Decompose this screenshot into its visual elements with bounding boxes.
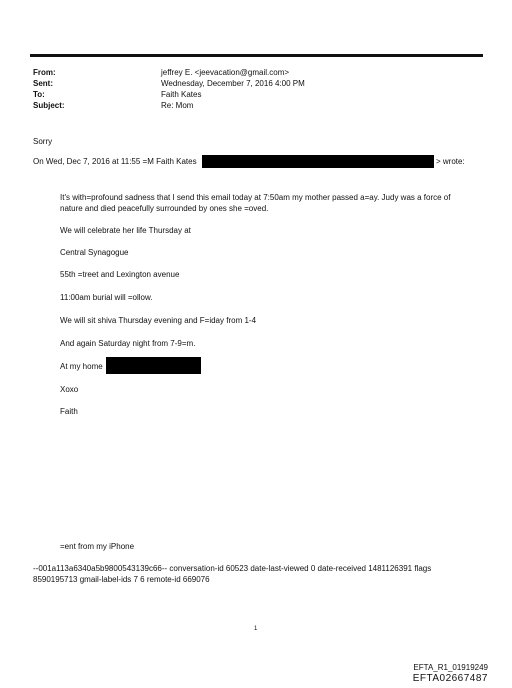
message-line: We will celebrate her life Thursday at	[60, 226, 191, 235]
message-line: It's with=profound sadness that I send this email today at 7:50am my mother passed a=ay. Judy was a force of	[60, 193, 451, 202]
message-line: 55th =treet and Lexington avenue	[60, 270, 180, 279]
to-value: Faith Kates	[161, 90, 202, 99]
message-line: Xoxo	[60, 385, 79, 394]
from-value: jeffrey E. <jeevacation@gmail.com>	[161, 68, 290, 77]
redaction-bar	[106, 357, 201, 374]
header-rule	[30, 54, 483, 57]
message-line: nature and died peacefully surrounded by ones she =oved.	[60, 204, 269, 213]
message-line: We will sit shiva Thursday evening and F=iday from 1-4	[60, 316, 257, 325]
from-label: From:	[33, 68, 56, 77]
message-line: 11:00am burial will =ollow.	[60, 293, 153, 302]
metadata-line: --001a113a6340a5b9800543139c66-- conversation-id 60523 date-last-viewed 0 date-received 1481126391 flags	[33, 564, 432, 573]
quote-intro-start: On Wed, Dec 7, 2016 at 11:55 =M Faith Kates	[33, 157, 197, 166]
page-number: 1	[254, 626, 258, 632]
bates-number-large: EFTA02667487	[412, 673, 488, 684]
message-line: Faith	[60, 407, 78, 416]
to-label: To:	[33, 90, 45, 99]
message-line: At my home	[60, 362, 103, 371]
sent-from-text: =ent from my iPhone	[60, 542, 135, 551]
message-line: Central Synagogue	[60, 248, 129, 257]
redaction-bar	[202, 155, 434, 168]
quote-intro-end: > wrote:	[436, 157, 465, 166]
message-line: And again Saturday night from 7-9=m.	[60, 339, 196, 348]
sent-label: Sent:	[33, 79, 53, 88]
subject-value: Re: Mom	[161, 101, 194, 110]
metadata-line: 8590195713 gmail-label-ids 7 6 remote-id 669076	[33, 575, 210, 584]
reply-text: Sorry	[33, 137, 53, 146]
bates-number-small: EFTA_R1_01919249	[413, 663, 488, 672]
subject-label: Subject:	[33, 101, 65, 110]
sent-value: Wednesday, December 7, 2016 4:00 PM	[161, 79, 305, 88]
